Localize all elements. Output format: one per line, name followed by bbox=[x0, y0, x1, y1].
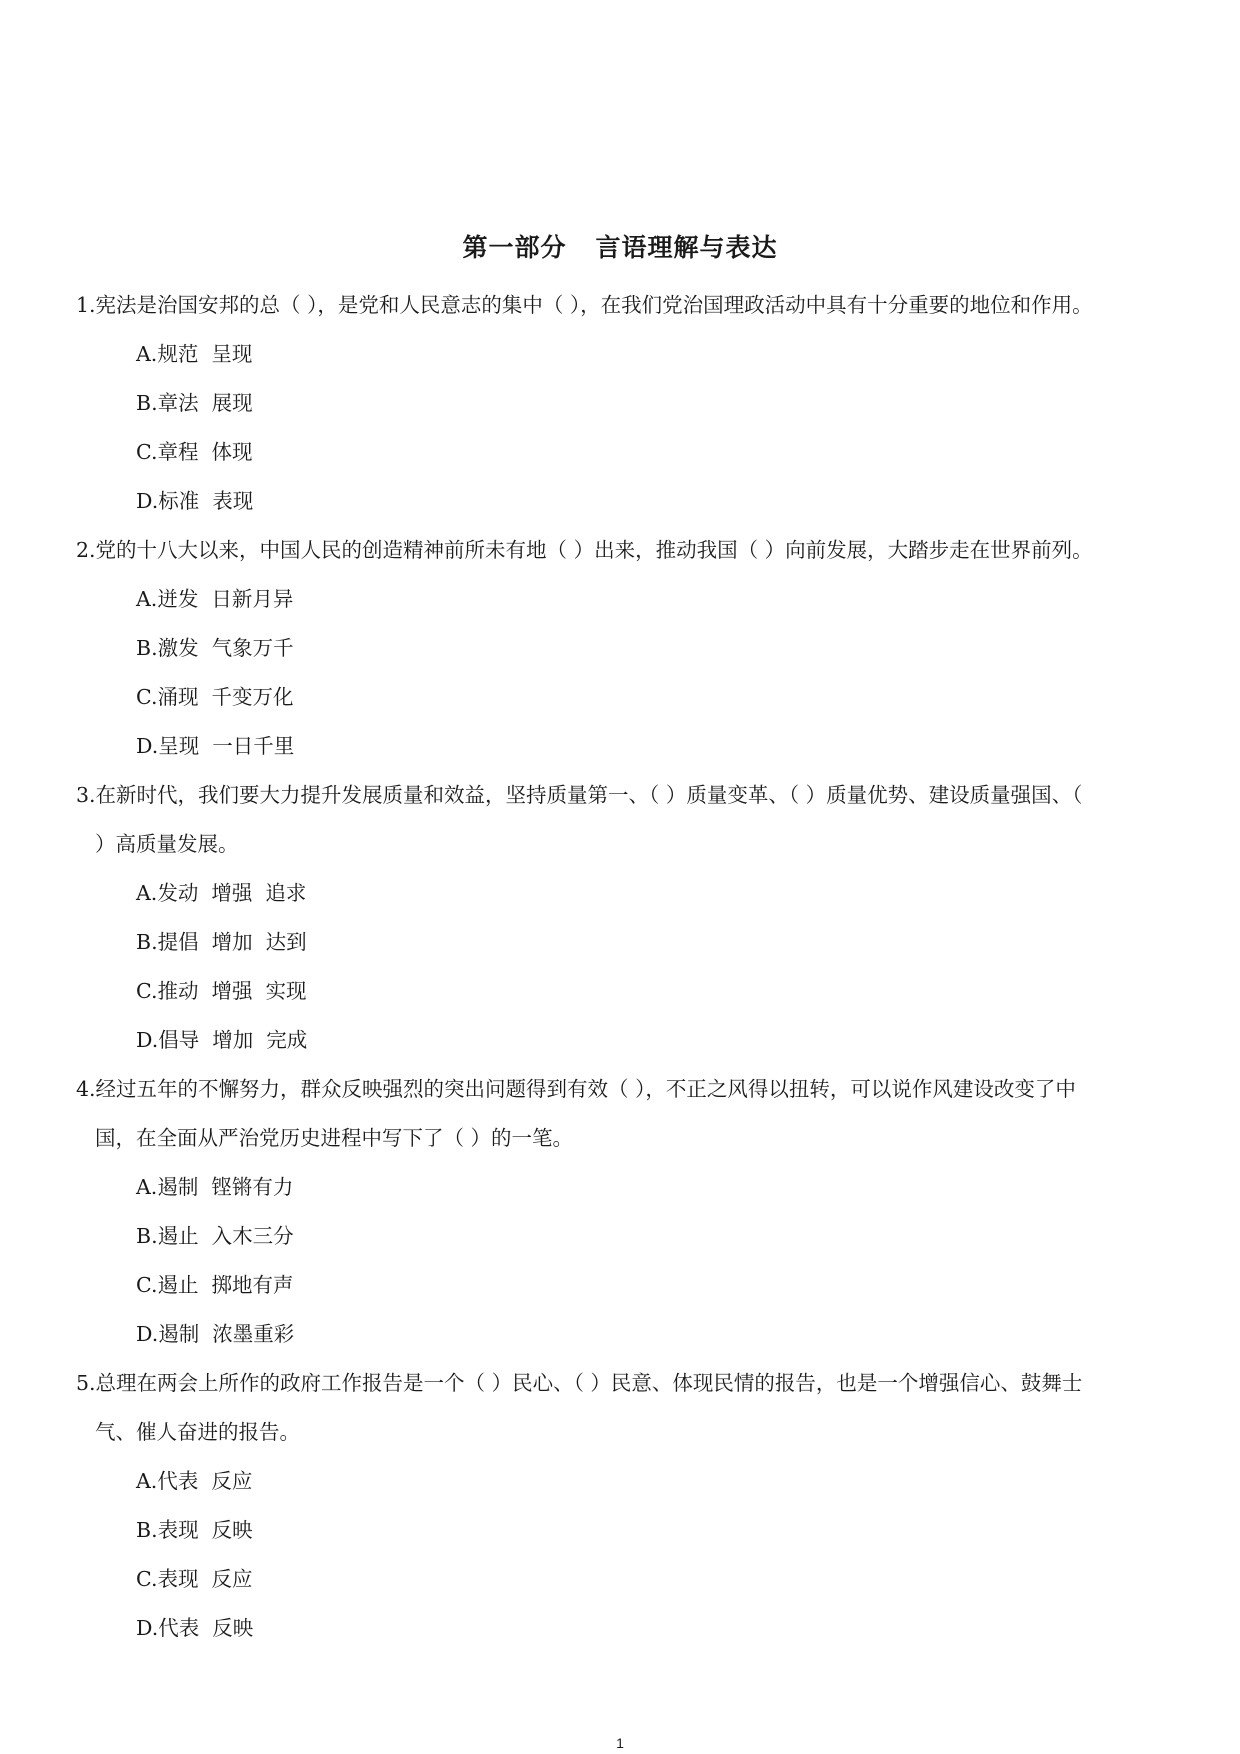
question-2-option-d: D.呈现 一日千里 bbox=[136, 734, 295, 758]
question-2-option-c: C.涌现 千变万化 bbox=[136, 685, 294, 709]
question-3-option-c: C.推动 增强 实现 bbox=[136, 979, 307, 1003]
question-1-option-a: A.规范 呈现 bbox=[136, 342, 253, 366]
question-3-option-b: B.提倡 增加 达到 bbox=[136, 930, 307, 954]
question-3-option-d: D.倡导 增加 完成 bbox=[136, 1028, 308, 1052]
question-5-option-a: A.代表 反应 bbox=[136, 1469, 253, 1493]
question-1-stem: 1.宪法是治国安邦的总（ ），是党和人民意志的集中（ ），在我们党治国理政活动中具有十分重要的地位和作用。 bbox=[76, 293, 1093, 317]
question-5-options bbox=[76, 1457, 1096, 1653]
question-2-option-a: A.迸发 日新月异 bbox=[136, 587, 294, 611]
question-1-option-b: B.章法 展现 bbox=[136, 391, 253, 415]
section-title: 第一部分 言语理解与表达 bbox=[462, 233, 778, 262]
question-2-stem: 2.党的十八大以来，中国人民的创造精神前所未有地（ ）出来，推动我国（ ）向前发展，大踏步走在世界前列。 bbox=[76, 538, 1093, 562]
question-3-option-a: A.发动 增强 追求 bbox=[136, 881, 307, 905]
question-2-options bbox=[76, 575, 1096, 771]
question-4-stem: 4.经过五年的不懈努力，群众反映强烈的突出问题得到有效（ ），不正之风得以扭转，可以说作风建设改变了中国，在全面从严治党历史进程中写下了（ ）的一笔。 bbox=[76, 1077, 1076, 1150]
question-2 bbox=[76, 526, 1096, 771]
question-5-stem: 5.总理在两会上所作的政府工作报告是一个（ ）民心、（ ）民意、体现民情的报告，也是一个增强信心、鼓舞士气、催人奋进的报告。 bbox=[76, 1371, 1083, 1444]
question-4-options bbox=[76, 1163, 1096, 1359]
question-1-option-c: C.章程 体现 bbox=[136, 440, 253, 464]
question-5 bbox=[76, 1359, 1096, 1653]
question-3-options bbox=[76, 869, 1096, 1065]
question-1-option-d: D.标准 表现 bbox=[136, 489, 254, 513]
question-4-option-d: D.遏制 浓墨重彩 bbox=[136, 1322, 295, 1346]
question-4-option-b: B.遏止 入木三分 bbox=[136, 1224, 294, 1248]
question-4-option-a: A.遏制 铿锵有力 bbox=[136, 1175, 294, 1199]
question-list bbox=[76, 281, 1096, 1653]
question-3 bbox=[76, 771, 1096, 1065]
question-5-option-c: C.表现 反应 bbox=[136, 1567, 253, 1591]
question-5-option-b: B.表现 反映 bbox=[136, 1518, 253, 1542]
question-1-options bbox=[76, 330, 1096, 526]
question-5-option-d: D.代表 反映 bbox=[136, 1616, 254, 1640]
question-4-option-c: C.遏止 掷地有声 bbox=[136, 1273, 294, 1297]
page-number: 1 bbox=[616, 1735, 624, 1751]
question-3-stem: 3.在新时代，我们要大力提升发展质量和效益，坚持质量第一、（ ）质量变革、（ ）质量优势、建设质量强国、（ ）高质量发展。 bbox=[76, 783, 1083, 856]
question-2-option-b: B.激发 气象万千 bbox=[136, 636, 294, 660]
question-4 bbox=[76, 1065, 1096, 1359]
question-1 bbox=[76, 281, 1096, 526]
